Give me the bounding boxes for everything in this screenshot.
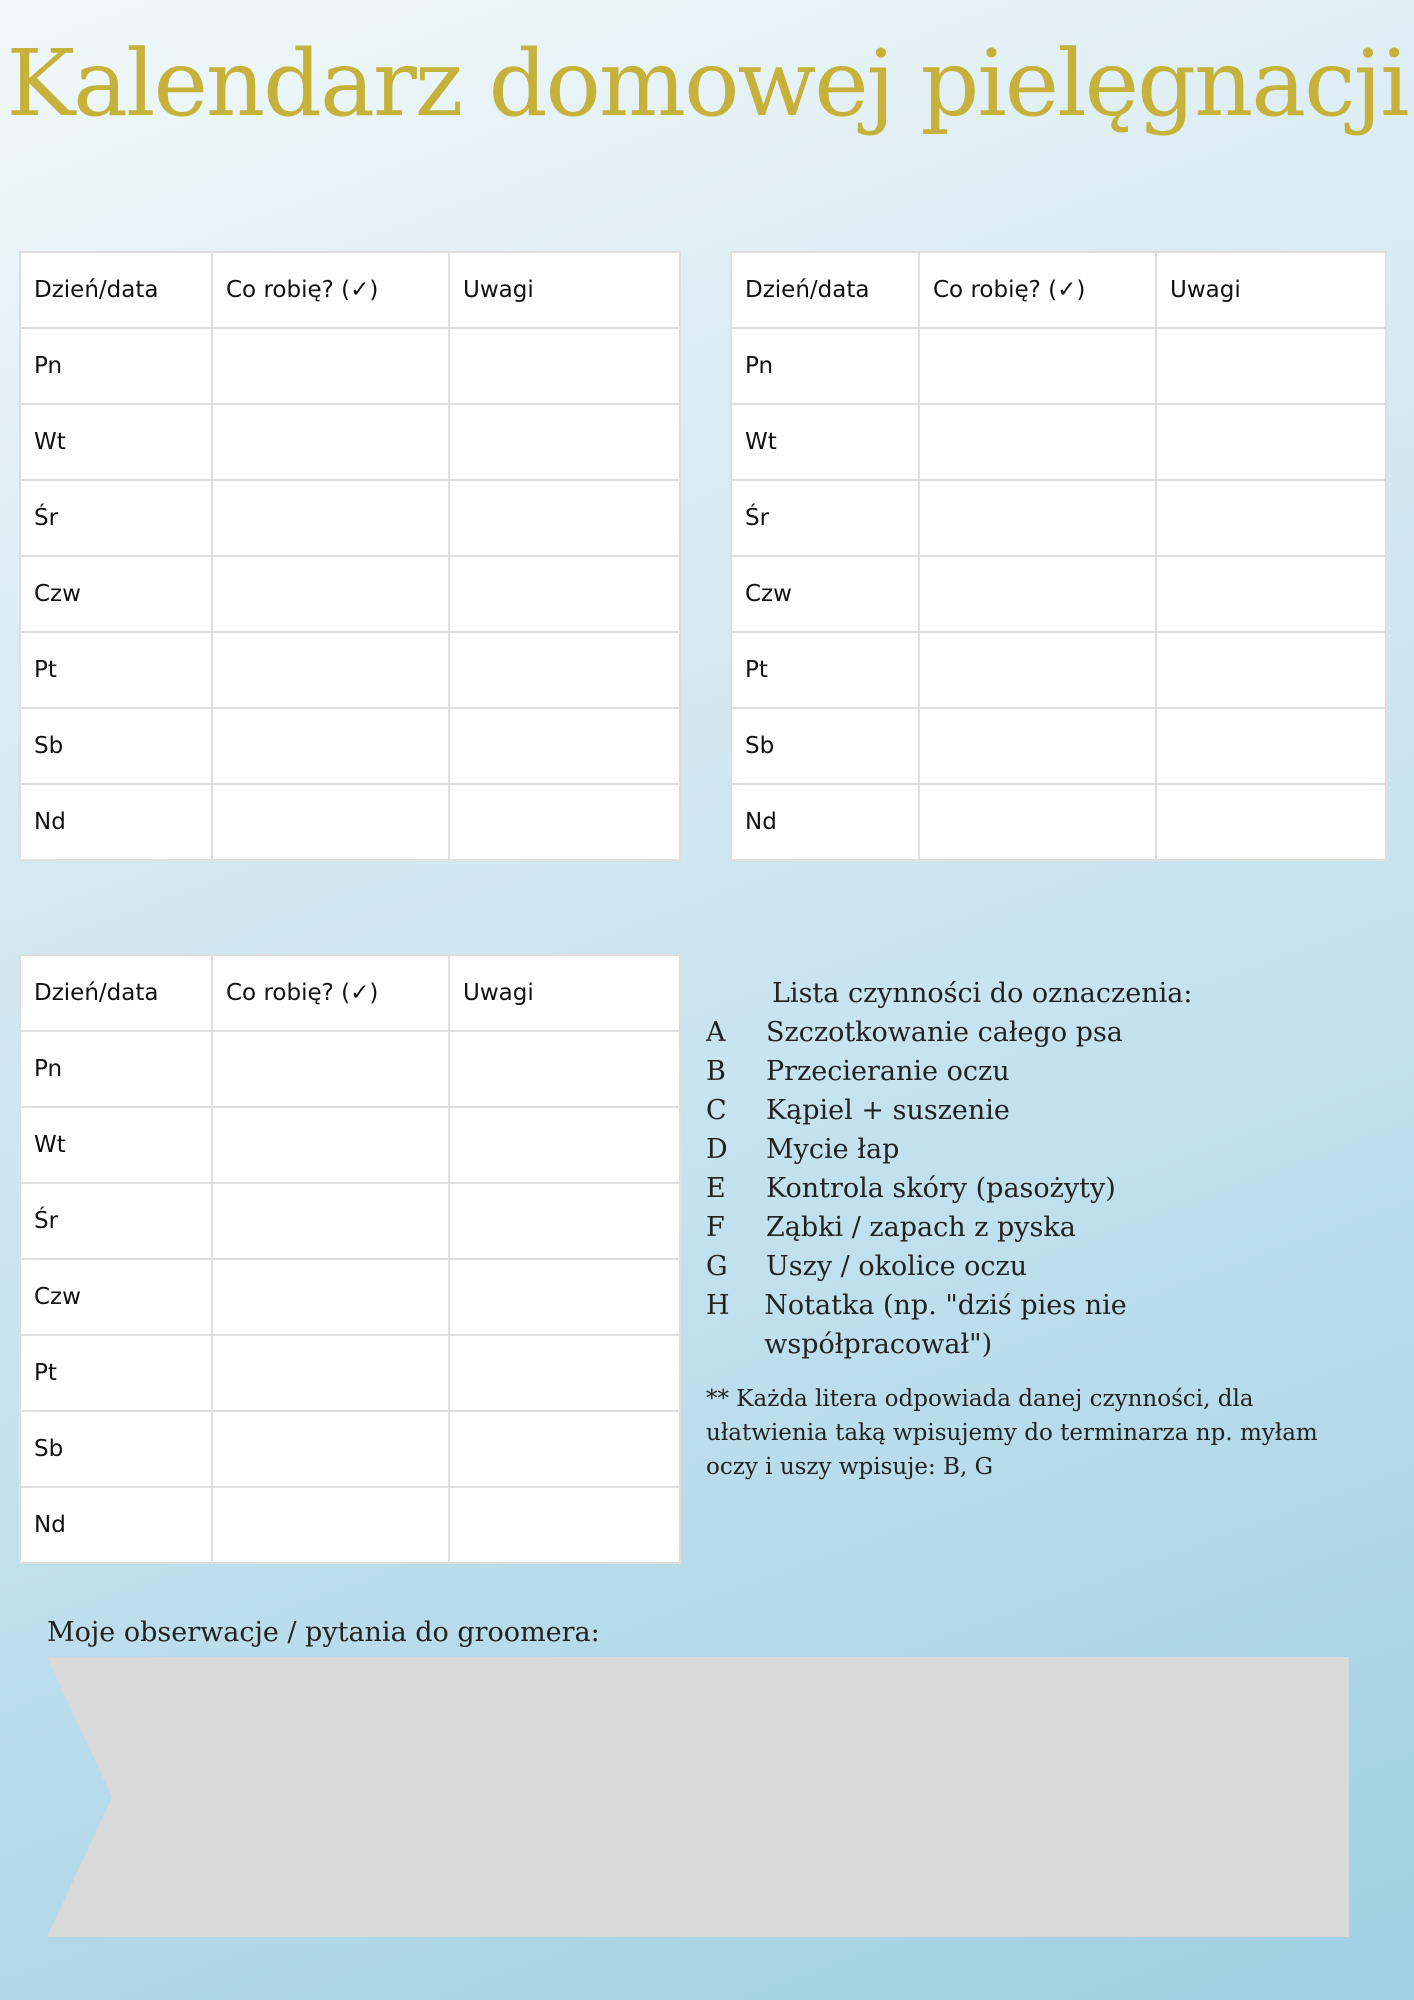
- calendar-table-week-3: [19, 954, 681, 1564]
- activity-cell[interactable]: [212, 1259, 449, 1335]
- legend-title: Lista czynności do oznaczenia:: [772, 978, 1193, 1009]
- observations-label: Moje obserwacje / pytania do groomera:: [47, 1617, 600, 1648]
- page-title: Kalendarz domowej pielęgnacji: [6, 30, 1408, 137]
- activity-legend: [706, 978, 1346, 1360]
- legend-letter: H: [706, 1290, 730, 1321]
- day-label: Czw: [731, 556, 919, 632]
- day-label: Sb: [20, 1411, 212, 1487]
- day-label: Nd: [731, 784, 919, 860]
- legend-letter: E: [706, 1173, 726, 1204]
- legend-letter: D: [706, 1134, 728, 1165]
- table-row: [731, 328, 1386, 404]
- header-notes: Uwagi: [449, 955, 680, 1031]
- legend-item: [706, 1247, 1346, 1286]
- notes-cell[interactable]: [449, 328, 680, 404]
- day-label: Czw: [20, 1259, 212, 1335]
- table-row: [20, 556, 680, 632]
- legend-item: [706, 1091, 1346, 1130]
- activity-cell[interactable]: [919, 556, 1156, 632]
- activity-cell[interactable]: [919, 328, 1156, 404]
- activity-cell[interactable]: [212, 1183, 449, 1259]
- header-notes: Uwagi: [449, 252, 680, 328]
- table-row: [20, 404, 680, 480]
- notes-cell[interactable]: [449, 632, 680, 708]
- calendar-table-week-1: [19, 251, 681, 861]
- header-day-date: Dzień/data: [20, 955, 212, 1031]
- activity-cell[interactable]: [919, 404, 1156, 480]
- activity-cell[interactable]: [212, 404, 449, 480]
- activity-cell[interactable]: [212, 708, 449, 784]
- legend-item: [706, 1130, 1346, 1169]
- day-label: Pt: [731, 632, 919, 708]
- legend-letter: C: [706, 1095, 727, 1126]
- activity-cell[interactable]: [212, 1031, 449, 1107]
- legend-text: Przecieranie oczu: [766, 1056, 1010, 1087]
- day-label: Sb: [731, 708, 919, 784]
- activity-cell[interactable]: [212, 632, 449, 708]
- notes-cell[interactable]: [449, 1183, 680, 1259]
- day-label: Czw: [20, 556, 212, 632]
- table-row: [731, 708, 1386, 784]
- notes-cell[interactable]: [1156, 784, 1386, 860]
- day-label: Wt: [20, 1107, 212, 1183]
- notes-cell[interactable]: [449, 784, 680, 860]
- notes-cell[interactable]: [1156, 632, 1386, 708]
- legend-letter: B: [706, 1056, 726, 1087]
- legend-item: [706, 1286, 1346, 1360]
- notes-cell[interactable]: [449, 1031, 680, 1107]
- header-what-i-do: Co robię? (✓): [919, 252, 1156, 328]
- activity-cell[interactable]: [919, 784, 1156, 860]
- table-row: [20, 1487, 680, 1563]
- header-what-i-do: Co robię? (✓): [212, 252, 449, 328]
- legend-text: Mycie łap: [766, 1134, 900, 1165]
- legend-text: Uszy / okolice oczu: [766, 1251, 1028, 1282]
- day-label: Wt: [20, 404, 212, 480]
- activity-cell[interactable]: [212, 1487, 449, 1563]
- header-what-i-do: Co robię? (✓): [212, 955, 449, 1031]
- table-row: [731, 632, 1386, 708]
- legend-item: [706, 1052, 1346, 1091]
- header-day-date: Dzień/data: [731, 252, 919, 328]
- activity-cell[interactable]: [919, 708, 1156, 784]
- notes-cell[interactable]: [449, 708, 680, 784]
- day-label: Wt: [731, 404, 919, 480]
- day-label: Śr: [20, 1183, 212, 1259]
- legend-item: [706, 1013, 1346, 1052]
- activity-cell[interactable]: [212, 480, 449, 556]
- table-row: [20, 328, 680, 404]
- notes-cell[interactable]: [449, 556, 680, 632]
- notes-cell[interactable]: [449, 1411, 680, 1487]
- legend-text: Ząbki / zapach z pyska: [766, 1212, 1076, 1243]
- notes-cell[interactable]: [449, 1259, 680, 1335]
- legend-item: [706, 1169, 1346, 1208]
- notes-cell[interactable]: [1156, 708, 1386, 784]
- day-label: Nd: [20, 1487, 212, 1563]
- table-row: [731, 784, 1386, 860]
- calendar-table-week-2: [730, 251, 1387, 861]
- notes-cell[interactable]: [1156, 328, 1386, 404]
- notes-cell[interactable]: [449, 404, 680, 480]
- notes-cell[interactable]: [449, 1335, 680, 1411]
- day-label: Śr: [20, 480, 212, 556]
- activity-cell[interactable]: [212, 784, 449, 860]
- activity-cell[interactable]: [212, 556, 449, 632]
- notes-cell[interactable]: [449, 1107, 680, 1183]
- table-row: [731, 556, 1386, 632]
- activity-cell[interactable]: [212, 1335, 449, 1411]
- legend-letter: A: [706, 1017, 726, 1048]
- header-notes: Uwagi: [1156, 252, 1386, 328]
- legend-text: Szczotkowanie całego psa: [766, 1017, 1123, 1048]
- notes-cell[interactable]: [1156, 480, 1386, 556]
- day-label: Pn: [20, 328, 212, 404]
- table-header-row: [731, 252, 1386, 328]
- day-label: Sb: [20, 708, 212, 784]
- table-row: [20, 1031, 680, 1107]
- notes-cell[interactable]: [1156, 404, 1386, 480]
- table-header-row: [20, 252, 680, 328]
- legend-text: Kontrola skóry (pasożyty): [766, 1173, 1116, 1204]
- table-header-row: [20, 955, 680, 1031]
- activity-cell[interactable]: [212, 1411, 449, 1487]
- table-row: [20, 1183, 680, 1259]
- table-row: [20, 1107, 680, 1183]
- notes-cell[interactable]: [449, 480, 680, 556]
- legend-text: Kąpiel + suszenie: [766, 1095, 1010, 1126]
- notes-cell[interactable]: [1156, 556, 1386, 632]
- table-row: [20, 632, 680, 708]
- table-row: [731, 404, 1386, 480]
- day-label: Pt: [20, 632, 212, 708]
- table-row: [20, 1411, 680, 1487]
- day-label: Śr: [731, 480, 919, 556]
- activity-cell[interactable]: [212, 1107, 449, 1183]
- table-row: [20, 708, 680, 784]
- table-row: [731, 480, 1386, 556]
- activity-cell[interactable]: [212, 328, 449, 404]
- notes-cell[interactable]: [449, 1487, 680, 1563]
- legend-item: [706, 1208, 1346, 1247]
- observations-box[interactable]: [47, 1657, 1349, 1937]
- activity-cell[interactable]: [919, 480, 1156, 556]
- legend-text: Notatka (np. "dziś pies nie współpracował"): [764, 1290, 1127, 1360]
- day-label: Nd: [20, 784, 212, 860]
- table-row: [20, 1259, 680, 1335]
- legend-letter: F: [706, 1212, 725, 1243]
- header-day-date: Dzień/data: [20, 252, 212, 328]
- table-row: [20, 1335, 680, 1411]
- day-label: Pn: [731, 328, 919, 404]
- table-row: [20, 480, 680, 556]
- legend-letter: G: [706, 1251, 728, 1282]
- day-label: Pt: [20, 1335, 212, 1411]
- activity-cell[interactable]: [919, 632, 1156, 708]
- table-row: [20, 784, 680, 860]
- legend-note: ** Każda litera odpowiada danej czynności, dla ułatwienia taką wpisujemy do terminarza np. myłam oczy i uszy wpisuje: B, G: [706, 1386, 1318, 1480]
- day-label: Pn: [20, 1031, 212, 1107]
